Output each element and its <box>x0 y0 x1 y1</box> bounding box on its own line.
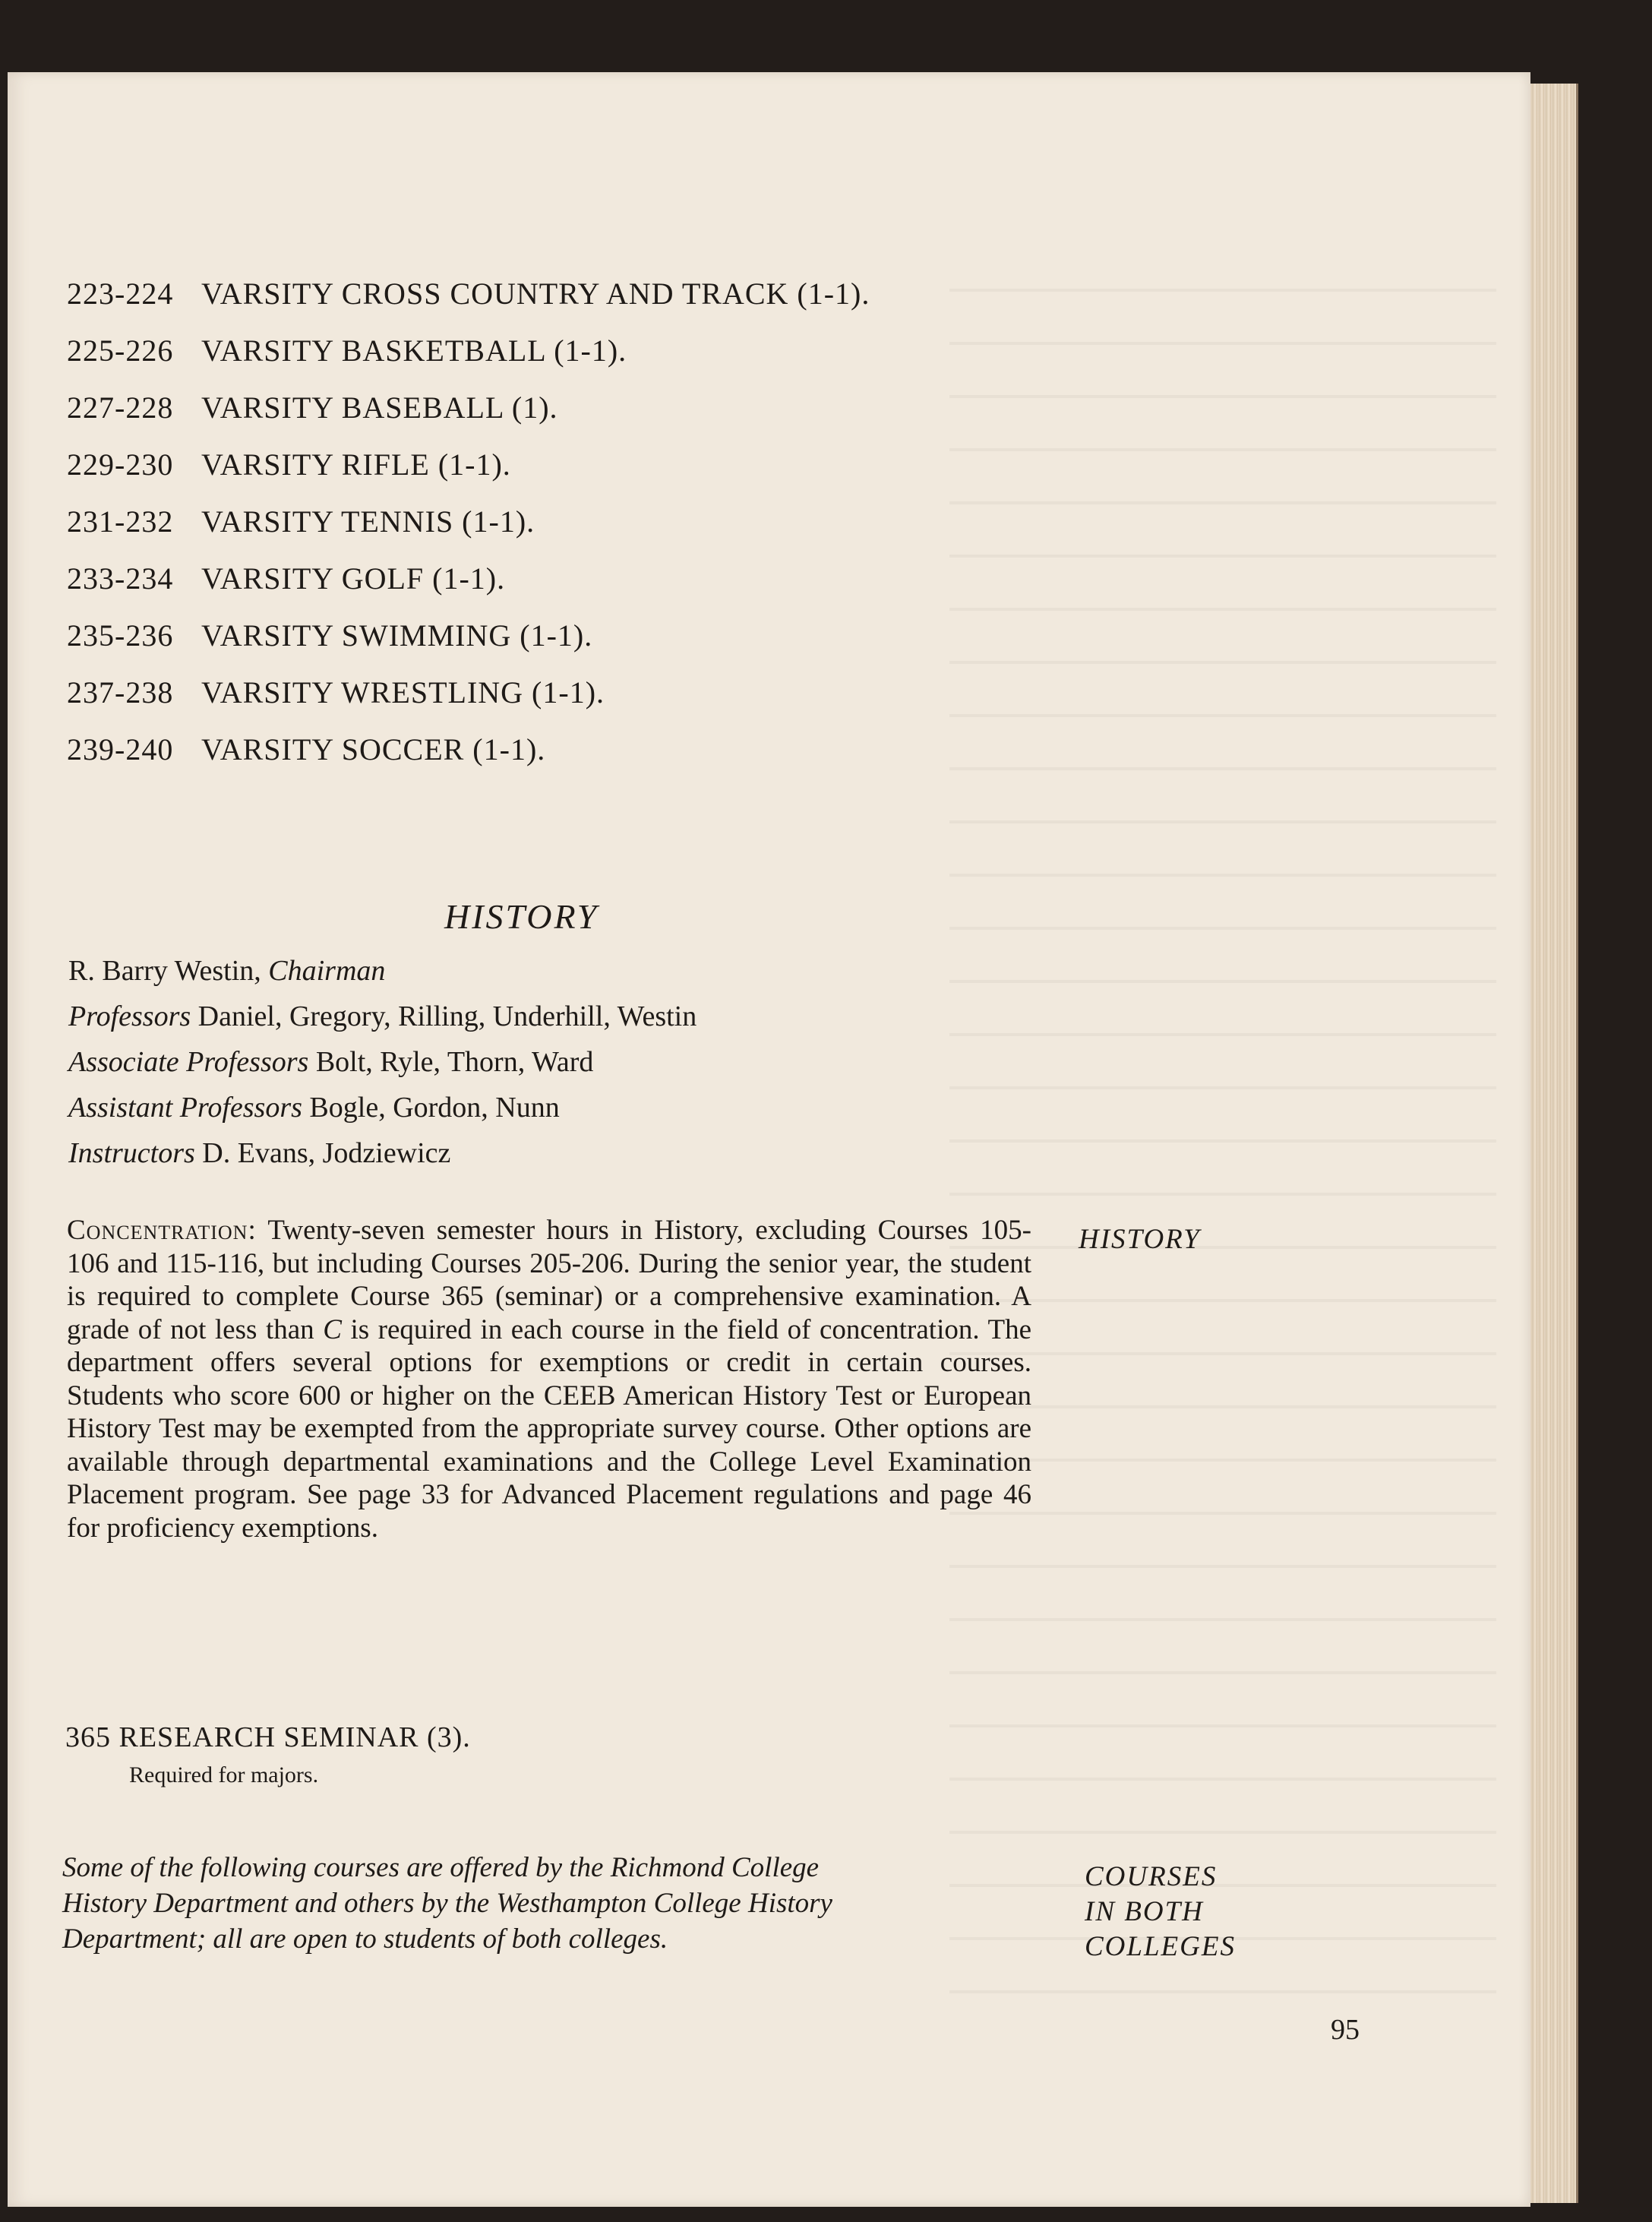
bleed-through <box>949 258 1496 2005</box>
concentration-text-1: Twenty-seven semester hours in History, excluding Courses 105-106 and 115-116, but including Courses 205-206. During the senior year, the student is required to complete Course 365 (seminar) or a comprehensive examination. A grade of not less than <box>67 1215 1031 1345</box>
course-title: VARSITY RIFLE (1-1). <box>201 447 511 482</box>
faculty-line <box>68 994 696 1039</box>
course-number: 231-232 <box>67 504 174 539</box>
faculty-line <box>68 1039 696 1085</box>
faculty-names: Daniel, Gregory, Rilling, Underhill, Westin <box>197 1000 697 1032</box>
course-number: 239-240 <box>67 732 174 766</box>
concentration-paragraph <box>67 1214 1031 1544</box>
faculty-names: D. Evans, Jodziewicz <box>202 1137 451 1169</box>
course-number: 229-230 <box>67 447 174 482</box>
courses-note-line: Some of the following courses are offered by the Richmond College <box>62 1852 820 1883</box>
course-title: VARSITY TENNIS (1-1). <box>201 504 535 539</box>
chairman-name: R. Barry Westin, <box>68 955 261 987</box>
course-title: VARSITY SOCCER (1-1). <box>201 732 546 766</box>
faculty-list <box>68 948 696 1176</box>
course-number: 223-224 <box>67 277 174 311</box>
course-number: 235-236 <box>67 618 174 653</box>
course-item <box>67 275 870 332</box>
seminar-title: 365 RESEARCH SEMINAR (3). <box>65 1721 471 1753</box>
courses-note <box>62 1850 997 1957</box>
varsity-course-list <box>67 275 870 788</box>
concentration-text-2: is required in each course in the field of concentration. The department offers several options for exemptions or credit in certain courses. Students who score 600 or higher on the CEEB American History Test or European History Test may be exempted from the appropriate survey course. Other options are available through departmental examinations and the College Level Examination Placement program. See page 33 for Advanced Placement regulations and page 46 for proficiency exemptions. <box>67 1313 1031 1544</box>
margin-note-courses <box>1085 1860 1236 1964</box>
grade-letter: C <box>323 1313 342 1345</box>
course-title: VARSITY GOLF (1-1). <box>201 561 506 596</box>
concentration-label: Concentration: <box>67 1215 257 1246</box>
course-item <box>67 617 870 674</box>
chairman-title: Chairman <box>268 955 386 987</box>
course-item <box>67 560 870 617</box>
course-title: VARSITY CROSS COUNTRY AND TRACK (1-1). <box>201 277 870 311</box>
faculty-role: Associate Professors <box>68 1046 309 1078</box>
course-number: 237-238 <box>67 675 174 710</box>
faculty-names: Bogle, Gordon, Nunn <box>309 1092 560 1124</box>
faculty-line <box>68 1085 696 1130</box>
page-number: 95 <box>1331 2014 1360 2046</box>
faculty-role: Assistant Professors <box>68 1092 302 1124</box>
courses-note-line: History Department and others by the Westhampton College History <box>62 1888 832 1919</box>
margin-note-line: IN BOTH <box>1085 1896 1204 1927</box>
section-heading: HISTORY <box>444 897 599 936</box>
course-number: 225-226 <box>67 333 174 368</box>
faculty-role: Professors <box>68 1000 191 1032</box>
course-item <box>67 731 870 788</box>
course-number: 227-228 <box>67 390 174 425</box>
faculty-line <box>68 1130 696 1176</box>
margin-note-line: COURSES <box>1085 1861 1218 1892</box>
course-title: VARSITY SWIMMING (1-1). <box>201 618 593 653</box>
course-item <box>67 503 870 560</box>
course-item <box>67 446 870 503</box>
seminar-note: Required for majors. <box>129 1762 319 1787</box>
margin-note-line: COLLEGES <box>1085 1931 1236 1962</box>
page-edges <box>1530 84 1578 2203</box>
course-title: VARSITY BASKETBALL (1-1). <box>201 333 627 368</box>
faculty-names: Bolt, Ryle, Thorn, Ward <box>315 1046 594 1078</box>
course-item <box>67 389 870 446</box>
course-number: 233-234 <box>67 561 174 596</box>
faculty-role: Instructors <box>68 1137 195 1169</box>
margin-note-history: HISTORY <box>1079 1224 1201 1255</box>
course-title: VARSITY WRESTLING (1-1). <box>201 675 605 710</box>
course-item <box>67 332 870 389</box>
course-item <box>67 674 870 731</box>
course-title: VARSITY BASEBALL (1). <box>201 390 558 425</box>
courses-note-line: Department; all are open to students of both colleges. <box>62 1923 668 1955</box>
chairman-line <box>68 948 696 994</box>
